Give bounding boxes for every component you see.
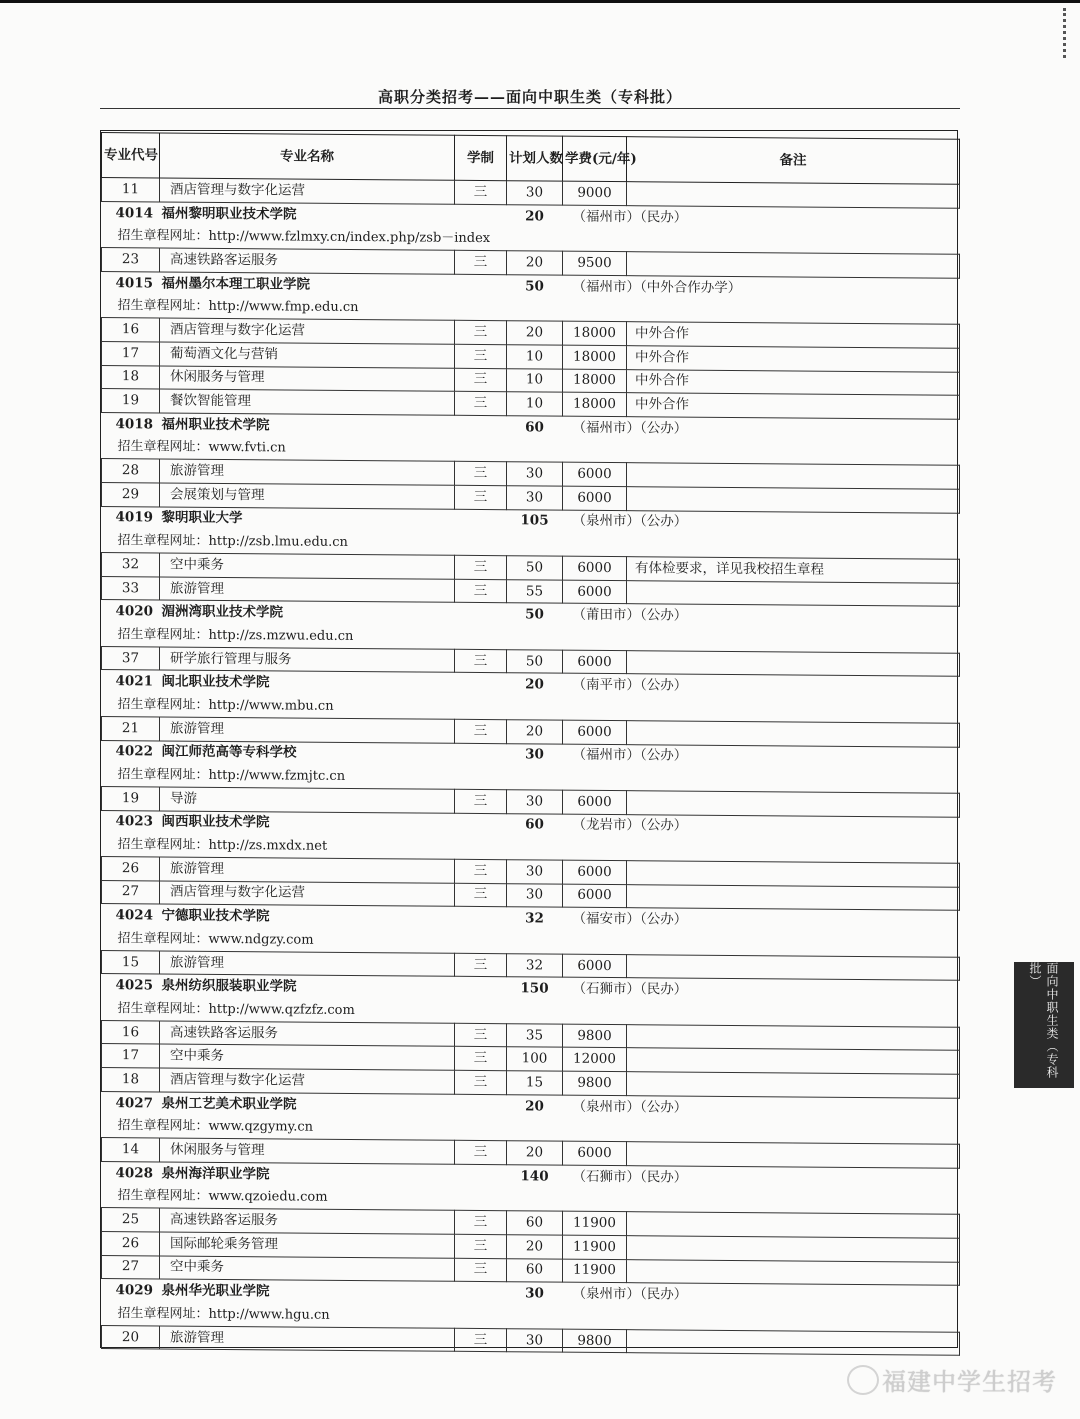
major-duration: 三 xyxy=(455,883,507,907)
major-fee: 6000 xyxy=(563,860,627,884)
school-location-type: （石狮市）（民办） xyxy=(572,1168,688,1186)
admission-url: 招生章程网址：www.qzoiedu.com xyxy=(117,1188,328,1206)
admission-url: 招生章程网址：http://zs.mzwu.edu.cn xyxy=(117,627,354,644)
major-note: 中外合作 xyxy=(627,322,960,348)
major-note: 中外合作 xyxy=(627,393,960,419)
school-code: 4028 xyxy=(115,1164,154,1182)
major-code: 11 xyxy=(102,178,160,202)
major-note xyxy=(627,1212,960,1238)
admission-url: 招生章程网址：www.ndgzy.com xyxy=(117,930,314,948)
major-note xyxy=(627,1024,960,1050)
school-location-type: （福州市）（公办） xyxy=(572,419,688,437)
school-name: 宁德职业技术学院 xyxy=(161,907,270,925)
major-duration: 三 xyxy=(455,1070,507,1094)
school-name: 福州职业技术学院 xyxy=(161,416,270,434)
school-name: 闽江师范高等专科学校 xyxy=(161,743,297,761)
school-location-type: （福州市）（中外合作办学） xyxy=(572,278,742,296)
school-location-type: （福安市）（公办） xyxy=(572,910,688,928)
school-name: 福州墨尔本理工职业学院 xyxy=(161,275,310,293)
major-duration: 三 xyxy=(455,789,507,813)
major-fee: 6000 xyxy=(563,884,627,908)
school-plan: 30 xyxy=(525,746,544,763)
major-note xyxy=(627,1142,960,1168)
school-location-type: （泉州市）（公办） xyxy=(572,1098,688,1116)
major-fee: 9000 xyxy=(563,181,627,205)
school-location-type: （莆田市）（公办） xyxy=(572,606,688,624)
admission-url: 招生章程网址：http://www.qzfzfz.com xyxy=(117,1001,355,1018)
major-name: 空中乘务 xyxy=(160,1044,455,1070)
major-code: 18 xyxy=(102,1068,160,1092)
major-name: 旅游管理 xyxy=(160,951,455,977)
school-plan: 30 xyxy=(525,1285,544,1302)
major-name: 休闲服务与管理 xyxy=(160,1138,455,1164)
major-fee: 6000 xyxy=(563,954,627,978)
major-code: 32 xyxy=(102,553,160,577)
major-name: 餐饮智能管理 xyxy=(160,389,455,415)
major-plan: 20 xyxy=(507,251,563,275)
major-code: 16 xyxy=(102,318,160,342)
major-plan: 30 xyxy=(507,860,563,884)
major-plan: 60 xyxy=(507,1211,563,1235)
major-plan: 10 xyxy=(507,344,563,368)
col-header-name: 专业名称 xyxy=(160,133,455,180)
school-plan: 20 xyxy=(525,207,544,225)
major-fee: 18000 xyxy=(563,345,627,369)
major-note xyxy=(627,580,960,606)
school-location-type: （泉州市）（公办） xyxy=(572,513,688,531)
major-plan: 20 xyxy=(507,719,563,743)
major-note xyxy=(627,252,960,278)
major-fee: 6000 xyxy=(563,790,627,814)
major-duration: 三 xyxy=(455,462,507,486)
admission-url: 招生章程网址：http://zs.mxdx.net xyxy=(117,837,328,854)
watermark: 福建中学生招考 xyxy=(882,1368,1057,1396)
major-note: 中外合作 xyxy=(627,345,960,371)
admission-url: 招生章程网址：http://www.fzmjtc.cn xyxy=(117,767,346,784)
school-code: 4014 xyxy=(115,204,154,221)
enrollment-table xyxy=(101,132,960,1356)
major-plan: 30 xyxy=(507,1328,563,1352)
major-duration: 三 xyxy=(455,1234,507,1258)
col-header-fee: 学费(元/年) xyxy=(563,136,627,182)
major-name: 旅游管理 xyxy=(160,717,455,743)
admission-url: 招生章程网址：http://www.hgu.cn xyxy=(117,1305,330,1323)
major-note xyxy=(627,463,960,489)
major-fee: 9800 xyxy=(563,1071,627,1095)
school-name: 湄洲湾职业技术学院 xyxy=(161,603,283,621)
major-code: 16 xyxy=(102,1020,160,1044)
page-header: 高职分类招考——面向中职生类（专科批） xyxy=(377,88,682,106)
major-duration: 三 xyxy=(455,719,507,743)
school-location-type: （福州市）（民办） xyxy=(572,208,688,226)
major-duration: 三 xyxy=(455,1047,507,1071)
major-note xyxy=(627,954,960,980)
school-plan: 20 xyxy=(525,1097,544,1115)
major-plan: 30 xyxy=(507,486,563,510)
col-header-code: 专业代号 xyxy=(102,133,160,178)
major-name: 高速铁路客运服务 xyxy=(160,248,455,274)
major-name: 研学旅行管理与服务 xyxy=(160,647,455,673)
major-fee: 11900 xyxy=(563,1259,627,1283)
major-note xyxy=(627,1072,960,1098)
major-note xyxy=(627,1259,960,1285)
major-duration: 三 xyxy=(455,1023,507,1047)
side-tab: 面向中职生类（专科批） xyxy=(1014,962,1074,1088)
major-fee: 6000 xyxy=(563,1141,627,1165)
col-header-plan: 计划人数 xyxy=(507,136,563,181)
major-plan: 50 xyxy=(507,556,563,580)
major-name: 旅游管理 xyxy=(160,1326,455,1352)
major-plan: 30 xyxy=(507,462,563,486)
major-note xyxy=(627,884,960,910)
school-plan: 20 xyxy=(525,676,544,693)
major-code: 33 xyxy=(102,576,160,600)
major-name: 会展策划与管理 xyxy=(160,483,455,509)
major-note xyxy=(627,650,960,676)
school-plan: 50 xyxy=(525,277,544,295)
major-duration: 三 xyxy=(455,555,507,579)
major-duration: 三 xyxy=(455,859,507,883)
major-name: 旅游管理 xyxy=(160,577,455,603)
major-code: 27 xyxy=(102,1255,160,1279)
major-code: 19 xyxy=(102,786,160,810)
admission-url: 招生章程网址：http://www.fmp.edu.cn xyxy=(117,298,359,316)
school-plan: 32 xyxy=(525,910,544,927)
major-name: 旅游管理 xyxy=(160,857,455,883)
major-duration: 三 xyxy=(455,649,507,673)
major-duration: 三 xyxy=(455,1140,507,1164)
school-code: 4015 xyxy=(115,274,154,292)
major-duration: 三 xyxy=(455,1328,507,1352)
major-fee: 18000 xyxy=(563,321,627,345)
major-name: 葡萄酒文化与营销 xyxy=(160,342,455,368)
major-fee: 11900 xyxy=(563,1211,627,1235)
school-location-type: （石狮市）（民办） xyxy=(572,980,688,998)
corner-mark xyxy=(1051,8,1066,58)
major-fee: 18000 xyxy=(563,392,627,416)
major-plan: 30 xyxy=(507,181,563,205)
major-code: 26 xyxy=(102,1231,160,1255)
major-code: 14 xyxy=(102,1138,160,1162)
major-name: 高速铁路客运服务 xyxy=(160,1208,455,1234)
school-name: 黎明职业大学 xyxy=(161,509,243,527)
school-code: 4024 xyxy=(115,907,154,924)
major-name: 空中乘务 xyxy=(160,1256,455,1282)
admission-url: 招生章程网址：www.qzgymy.cn xyxy=(117,1118,314,1136)
major-duration: 三 xyxy=(455,953,507,977)
school-plan: 140 xyxy=(520,1168,549,1185)
major-name: 酒店管理与数字化运营 xyxy=(160,318,455,344)
major-plan: 30 xyxy=(507,883,563,907)
school-name: 泉州海洋职业学院 xyxy=(161,1165,270,1183)
major-note xyxy=(627,720,960,746)
school-name: 泉州纺织服装职业学院 xyxy=(161,977,297,995)
major-fee: 12000 xyxy=(563,1048,627,1072)
major-plan: 15 xyxy=(507,1071,563,1095)
header-rule xyxy=(100,108,960,109)
major-plan: 55 xyxy=(507,579,563,603)
school-code: 4022 xyxy=(115,743,154,760)
admission-url: 招生章程网址：http://www.fzlmxy.cn/index.php/zsb－index xyxy=(117,228,491,247)
major-code: 15 xyxy=(102,950,160,974)
major-name: 旅游管理 xyxy=(160,459,455,485)
major-fee: 6000 xyxy=(563,462,627,486)
major-plan: 10 xyxy=(507,368,563,392)
major-fee: 6000 xyxy=(563,650,627,674)
major-note xyxy=(627,487,960,513)
major-code: 17 xyxy=(102,1044,160,1068)
school-code: 4029 xyxy=(115,1282,154,1299)
col-header-note: 备注 xyxy=(627,137,960,185)
major-plan: 10 xyxy=(507,392,563,416)
major-fee: 6000 xyxy=(563,580,627,604)
major-plan: 50 xyxy=(507,649,563,673)
major-note: 中外合作 xyxy=(627,369,960,395)
school-plan: 50 xyxy=(525,606,544,623)
school-name: 闽西职业技术学院 xyxy=(161,813,270,831)
school-location-type: （南平市）（公办） xyxy=(572,676,688,694)
major-plan: 32 xyxy=(507,953,563,977)
major-plan: 20 xyxy=(507,321,563,345)
school-code: 4023 xyxy=(115,813,154,830)
major-note xyxy=(627,791,960,817)
major-fee: 9800 xyxy=(563,1329,627,1353)
major-code: 29 xyxy=(102,482,160,506)
admission-url: 招生章程网址：http://www.mbu.cn xyxy=(117,697,334,714)
major-name: 导游 xyxy=(160,787,455,813)
major-name: 空中乘务 xyxy=(160,553,455,579)
major-plan: 60 xyxy=(507,1258,563,1282)
school-location-type: （泉州市）（民办） xyxy=(572,1285,688,1303)
major-duration: 三 xyxy=(455,391,507,415)
school-name: 泉州华光职业学院 xyxy=(161,1282,270,1300)
major-note xyxy=(627,1329,960,1355)
admission-url: 招生章程网址：http://zsb.lmu.edu.cn xyxy=(117,533,348,551)
major-note: 有体检要求，详见我校招生章程 xyxy=(627,557,960,583)
major-duration: 三 xyxy=(455,579,507,603)
major-duration: 三 xyxy=(455,368,507,392)
major-code: 20 xyxy=(102,1325,160,1349)
school-code: 4019 xyxy=(115,509,154,526)
table-header-row xyxy=(102,133,960,185)
col-header-duration: 学制 xyxy=(455,135,507,180)
major-name: 高速铁路客运服务 xyxy=(160,1021,455,1047)
major-name: 休闲服务与管理 xyxy=(160,365,455,391)
major-code: 25 xyxy=(102,1208,160,1232)
major-duration: 三 xyxy=(455,344,507,368)
major-note xyxy=(627,1048,960,1074)
school-code: 4018 xyxy=(115,415,154,433)
major-duration: 三 xyxy=(455,1211,507,1235)
top-rule xyxy=(0,0,1080,3)
major-note xyxy=(627,1236,960,1262)
major-code: 26 xyxy=(102,856,160,880)
major-plan: 30 xyxy=(507,790,563,814)
major-fee: 6000 xyxy=(563,486,627,510)
school-name: 泉州工艺美术职业学院 xyxy=(161,1095,297,1113)
school-code: 4027 xyxy=(115,1094,154,1112)
table-body xyxy=(102,178,960,1356)
major-fee: 6000 xyxy=(563,720,627,744)
major-fee: 6000 xyxy=(563,556,627,580)
major-fee: 11900 xyxy=(563,1235,627,1259)
major-duration: 三 xyxy=(455,1258,507,1282)
school-name: 闽北职业技术学院 xyxy=(161,673,270,691)
major-duration: 三 xyxy=(455,320,507,344)
school-name: 福州黎明职业技术学院 xyxy=(161,205,297,223)
major-note xyxy=(627,861,960,887)
major-plan: 35 xyxy=(507,1023,563,1047)
major-plan: 20 xyxy=(507,1235,563,1259)
major-code: 18 xyxy=(102,365,160,389)
major-plan: 20 xyxy=(507,1141,563,1165)
school-plan: 60 xyxy=(525,419,544,436)
school-code: 4025 xyxy=(115,977,154,994)
major-code: 17 xyxy=(102,341,160,365)
major-code: 23 xyxy=(102,248,160,272)
school-plan: 150 xyxy=(520,980,549,997)
major-code: 21 xyxy=(102,716,160,740)
school-location-type: （福州市）（公办） xyxy=(572,747,688,764)
major-duration: 三 xyxy=(455,180,507,204)
major-name: 酒店管理与数字化运营 xyxy=(160,178,455,204)
major-code: 27 xyxy=(102,880,160,904)
school-plan: 60 xyxy=(525,816,544,833)
school-location-type: （龙岩市）（公办） xyxy=(572,817,688,835)
major-fee: 9800 xyxy=(563,1024,627,1048)
major-name: 酒店管理与数字化运营 xyxy=(160,881,455,907)
major-fee: 9500 xyxy=(563,251,627,275)
school-code: 4020 xyxy=(115,603,154,620)
major-name: 国际邮轮乘务管理 xyxy=(160,1232,455,1258)
major-code: 37 xyxy=(102,646,160,670)
school-plan: 105 xyxy=(520,512,549,529)
major-duration: 三 xyxy=(455,250,507,274)
major-fee: 18000 xyxy=(563,369,627,393)
major-duration: 三 xyxy=(455,485,507,509)
major-name: 酒店管理与数字化运营 xyxy=(160,1068,455,1094)
school-code: 4021 xyxy=(115,673,154,690)
major-plan: 100 xyxy=(507,1047,563,1071)
admission-url: 招生章程网址：www.fvti.cn xyxy=(117,439,286,456)
major-code: 19 xyxy=(102,389,160,413)
major-code: 28 xyxy=(102,459,160,483)
major-note xyxy=(627,182,960,208)
